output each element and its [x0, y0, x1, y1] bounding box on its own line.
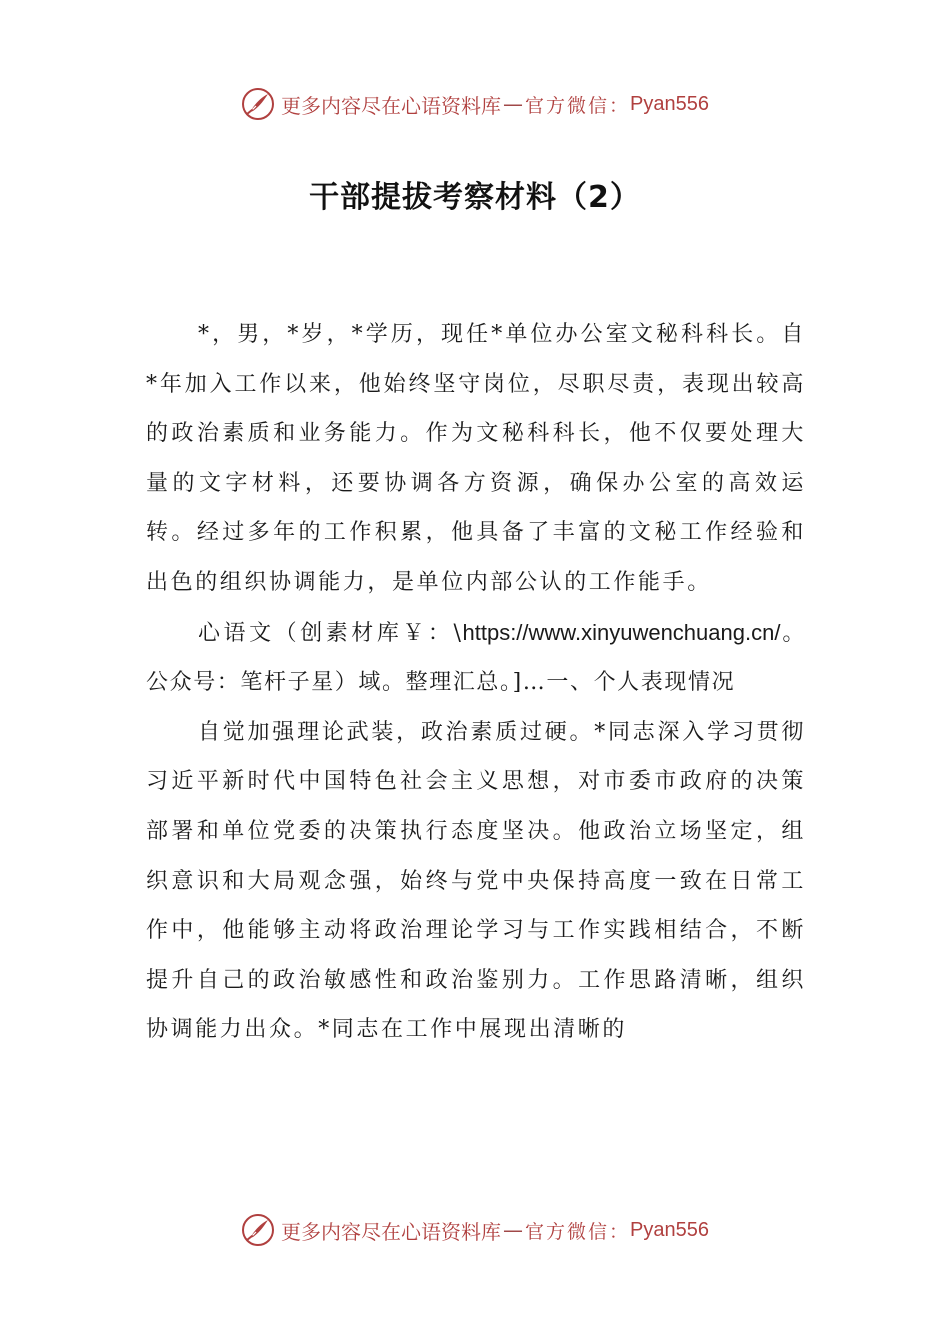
header-watermark [0, 84, 950, 124]
watermark-wechat-id: Pyan556 [630, 1218, 709, 1241]
paragraph-source [146, 608, 806, 708]
watermark-wechat-id: Pyan556 [630, 92, 709, 115]
quill-logo-icon [241, 87, 275, 121]
source-url: https://www.xinyuwenchuang.cn/ [462, 619, 781, 645]
watermark-wechat-label: 官方微信： [525, 1220, 631, 1243]
source-suffix: 。公众号：笔杆子星）域。整理汇总。]…一、个人表现情况 [146, 620, 807, 696]
watermark-site-text: 更多内容尽在心语资料库 [281, 1219, 501, 1244]
watermark-dash: — [503, 1218, 523, 1242]
watermark-dash: — [503, 92, 523, 116]
watermark-site-text: 更多内容尽在心语资料库 [281, 93, 501, 118]
watermark-wechat-label: 官方微信： [525, 94, 631, 117]
document-title: 干部提拔考察材料（2） [309, 180, 641, 215]
document-body [146, 310, 806, 1055]
quill-logo-icon [241, 1213, 275, 1247]
paragraph-political: 自觉加强理论武装，政治素质过硬。*同志深入学习贯彻习近平新时代中国特色社会主义思想，对市委市政府的决策部署和单位党委的决策执行态度坚决。他政治立场坚定，组织意识和大局观念强，始终与党中央保持高度一致在日常工作中，他能够主动将政治理论学习与工作实践相结合，不断提升自己的政治敏感性和政治鉴别力。工作思路清晰，组织协调能力出众。*同志在工作中展现出清晰的 [146, 719, 806, 1043]
source-prefix: 心语文（创素材库￥：\ [198, 620, 463, 646]
footer-watermark [0, 1210, 950, 1250]
paragraph-intro: *，男，*岁，*学历，现任*单位办公室文秘科科长。自*年加入工作以来，他始终坚守岗位，尽职尽责，表现出较高的政治素质和业务能力。作为文秘科科长，他不仅要处理大量的文字材料，还要协调各方资源，确保办公室的高效运转。经过多年的工作积累，他具备了丰富的文秘工作经验和出色的组织协调能力，是单位内部公认的工作能手。 [146, 322, 806, 595]
